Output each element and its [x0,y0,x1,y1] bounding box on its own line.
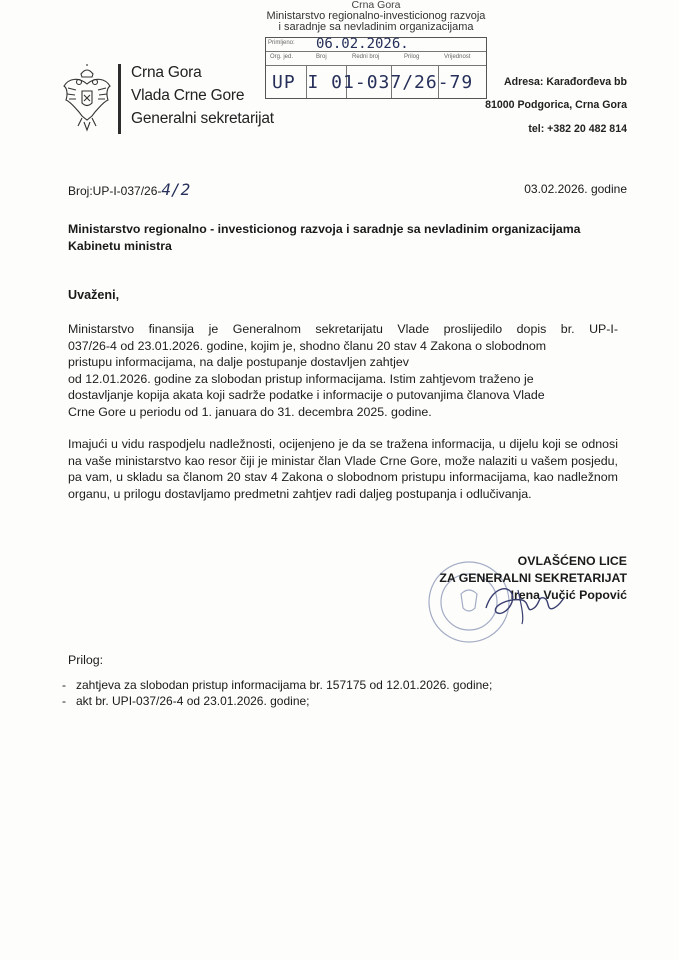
address-street: Adresa: Karađorđeva bb [503,76,627,88]
recipient-cabinet: Kabinetu ministra [68,239,172,253]
stamp-grid [265,37,487,99]
stamp-country: Crna Gora [351,0,401,11]
reference-number-handwritten: 4/2 [161,180,191,199]
signature-title-2: ZA GENERALNI SEKRETARIJAT [439,571,627,585]
stamp-received-date: 06.02.2026. [316,36,409,52]
org-government: Vlada Crne Gore [131,87,245,104]
paragraph-2: Imajući u vidu raspodjelu nadležnosti, ocijenjeno je da se tražena informacija, u dijelu koji se odnosi na vaše ministarstvo kao resor čiji je ministar član Vlade Crne Gore, može nalaziti u vašem posjedu, pa vam, u skladu sa članom 20 stav 4 Zakona o slobodnom pristupu informacijama, kao nadležnom organu, u prilogu dostavljamo predmetni zahtjev radi daljeg postupanja i odlučivanja. [68,437,618,501]
attachment-item: - akt br. UPI-037/26-4 od 23.01.2026. godine; [62,694,310,708]
attachment-item: - zahtjeva za slobodan pristup informacijama br. 157175 od 12.01.2026. godine; [62,678,493,692]
org-country: Crna Gora [131,64,202,81]
reception-stamp [265,0,487,105]
attachment-item-text: akt br. UPI-037/26-4 od 23.01.2026. godine; [76,694,310,708]
stamp-label-value: Vrijednost [444,54,471,60]
org-secretariat: Generalni sekretarijat [131,110,274,127]
stamp-label-number: Broj [316,54,327,60]
stamp-label-serial: Redni broj [352,54,380,60]
letter-date: 03.02.2026. godine [524,182,627,196]
reference-number [68,180,190,199]
paragraph-1-line: Crne Gore u periodu od 1. januara do 31. decembra 2025. godine. [68,404,432,419]
recipient-ministry: Ministarstvo regionalno - investicionog razvoja i saradnje sa nevladinim organizacijama [68,222,581,236]
signature-title-1: OVLAŠĆENO LICE [517,554,627,568]
stamp-file-number: UP I 01-037/26-79 [272,72,474,93]
paragraph-1-line: od 12.01.2026. godine za slobodan pristup informacijama. Istim zahtjevom traženo je [68,371,534,386]
salutation: Uvaženi, [68,288,120,302]
paragraph-1-line: pristupu informacijama, na dalje postupanje dostavljen zahtjev [68,355,409,369]
stamp-label-org: Org. jed. [270,54,294,60]
address-city: 81000 Podgorica, Crna Gora [485,99,627,111]
paragraph-1-line: 037/26-4 od 23.01.2026. godine, kojim je, shodno članu 20 stav 4 Zakona o slobodnom [68,338,547,353]
stamp-label-attachment: Prilog [404,54,420,60]
stamp-ministry-line2: i saradnje sa nevladinim organizacijama [278,21,474,33]
attachments-label: Prilog: [68,653,104,667]
address-phone: tel: +382 20 482 814 [528,123,627,135]
header-divider [118,64,121,134]
handwritten-signature-icon [478,578,568,626]
signatory-name: Irena Vučić Popović [510,588,627,602]
recipient [68,221,618,255]
stamp-label-received: Primljeno: [268,40,295,46]
stamp-ministry-line1: Ministarstvo regionalno-investicionog razvoja [266,10,486,22]
paragraph-1-line: Ministarstvo finansija je Generalnom sekretarijatu Vlade proslijedilo dopis br. UP-I- [68,322,618,336]
reference-number-printed: Broj:UP-I-037/26- [68,184,162,198]
coat-of-arms-icon [62,64,112,132]
paragraph-1-line: dostavljanje kopija akata koji sadrže podatke i informacije o putovanjima članova Vlade [68,388,545,402]
attachment-item-text: zahtjeva za slobodan pristup informacijama br. 157175 od 12.01.2026. godine; [76,678,493,692]
paragraph-1 [68,321,618,420]
